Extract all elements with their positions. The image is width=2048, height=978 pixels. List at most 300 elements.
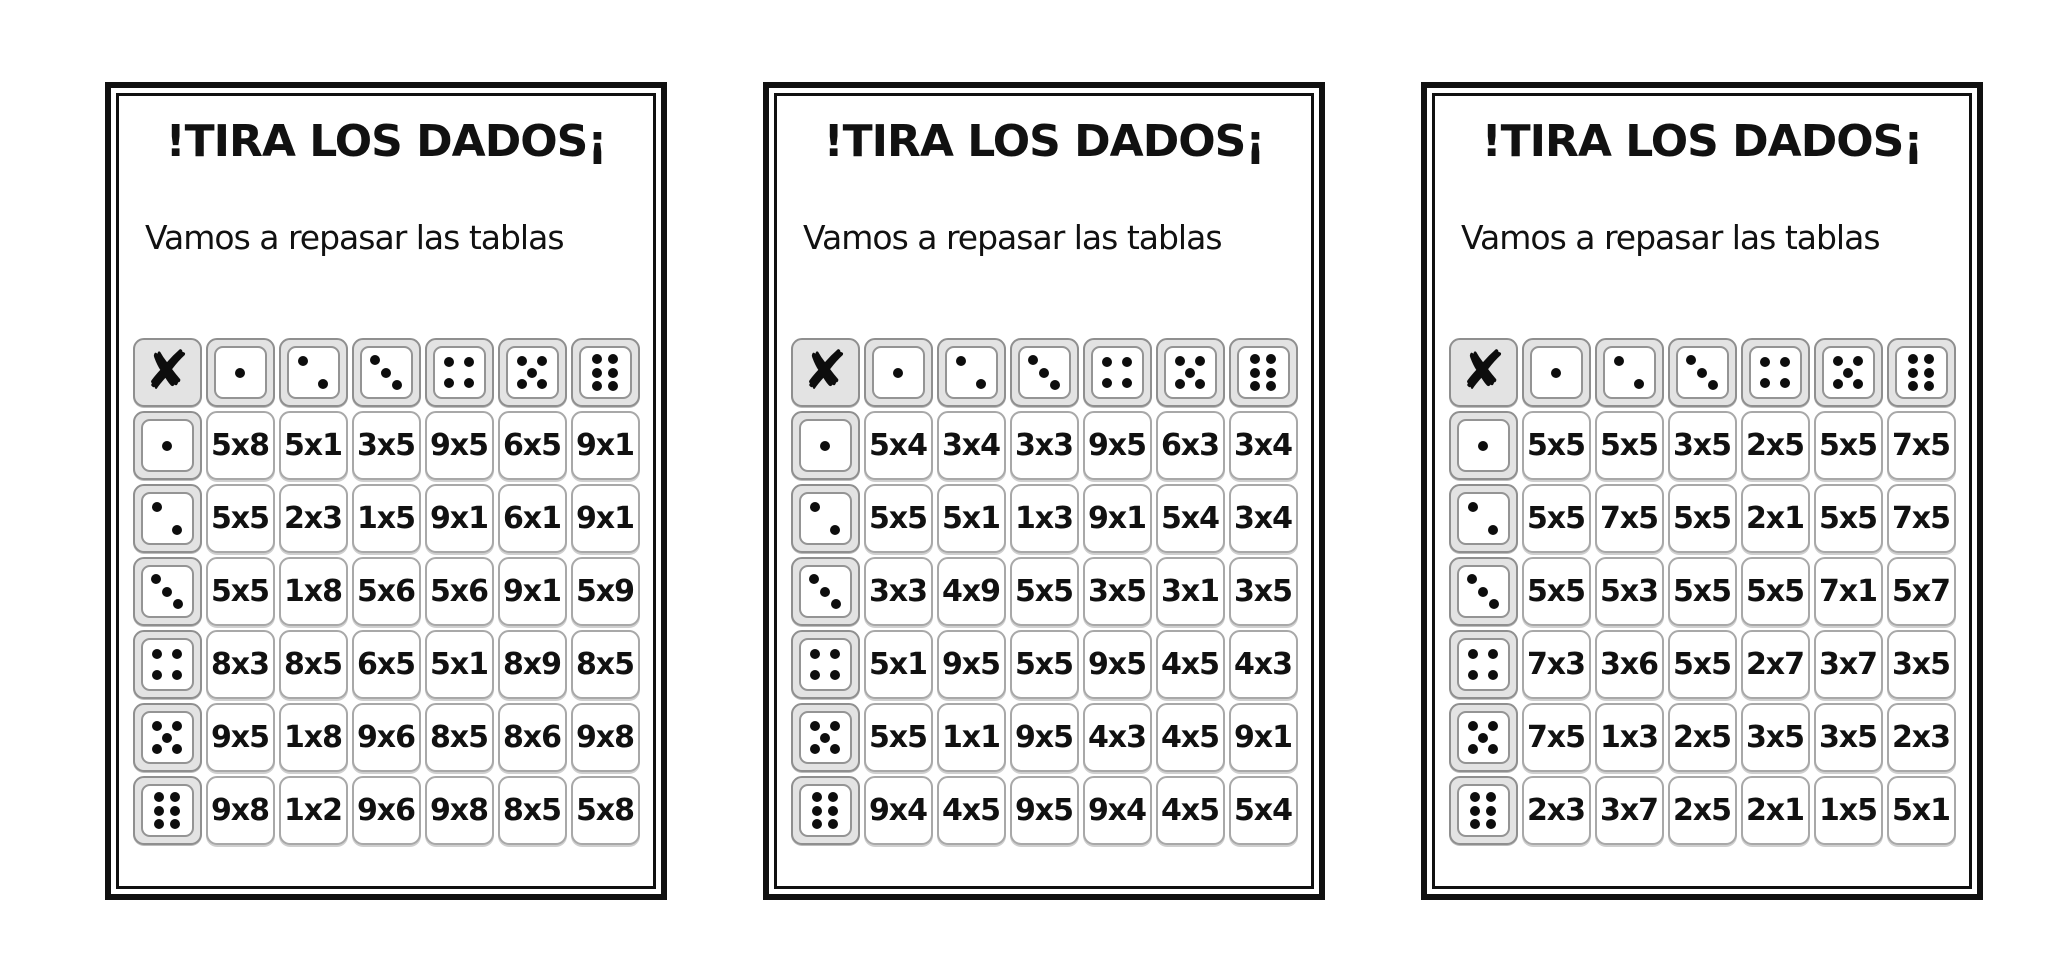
grid-cell-r4-c2: 9x5 [937,630,1006,699]
header-die-1 [206,338,275,407]
grid-cell-r6-c5: 8x5 [498,776,567,845]
row-die-2 [791,484,860,553]
header-die-1 [864,338,933,407]
grid-cell-r2-c1: 5x5 [1522,484,1591,553]
die-pip [235,368,245,378]
die-pip [812,819,822,829]
die-face-2-icon [287,346,340,399]
grid-cell-r3-c6: 3x5 [1229,557,1298,626]
die-pip [1924,368,1934,378]
die-pip [537,379,547,389]
die-pip [1468,744,1478,754]
die-pip [1908,368,1918,378]
card-subtitle: Vamos a repasar las tablas [803,218,1222,257]
die-pip [1489,599,1499,609]
die-pip [1697,368,1707,378]
die-pip [830,649,840,659]
die-pip [1478,441,1488,451]
grid-cell-r2-c3: 1x3 [1010,484,1079,553]
die-face-6-icon [579,346,632,399]
die-face-3-icon [360,346,413,399]
grid-cell-r2-c4: 9x1 [425,484,494,553]
die-pip [152,502,162,512]
grid-cell-r4-c2: 3x6 [1595,630,1664,699]
die-pip [812,792,822,802]
grid-cell-r5-c4: 8x5 [425,703,494,772]
die-pip [152,744,162,754]
grid-cell-r1-c3: 3x5 [1668,411,1737,480]
die-face-5-icon [1457,711,1510,764]
die-pip [1908,381,1918,391]
die-pip [1486,792,1496,802]
row-die-3 [791,557,860,626]
grid-cell-r2-c5: 5x5 [1814,484,1883,553]
multiplication-grid [133,338,640,845]
card-subtitle: Vamos a repasar las tablas [1461,218,1880,257]
grid-cell-r5-c1: 7x5 [1522,703,1591,772]
die-pip [1634,379,1644,389]
die-pip [1551,368,1561,378]
grid-cell-r2-c6: 9x1 [571,484,640,553]
die-pip [170,819,180,829]
header-die-5 [498,338,567,407]
die-face-6-icon [1895,346,1948,399]
die-pip [810,721,820,731]
header-die-3 [1010,338,1079,407]
grid-cell-r6-c1: 2x3 [1522,776,1591,845]
die-pip [170,792,180,802]
grid-cell-r4-c5: 3x7 [1814,630,1883,699]
grid-cell-r1-c3: 3x5 [352,411,421,480]
die-pip [1050,380,1060,390]
grid-cell-r4-c4: 9x5 [1083,630,1152,699]
die-pip [1122,378,1132,388]
die-pip [830,525,840,535]
row-die-5 [133,703,202,772]
die-pip [318,379,328,389]
die-pip [1468,502,1478,512]
die-face-4-icon [1457,638,1510,691]
die-pip [1924,381,1934,391]
grid-cell-r5-c2: 1x3 [1595,703,1664,772]
header-die-6 [571,338,640,407]
header-die-1 [1522,338,1591,407]
card-inner-frame [1432,93,1972,889]
die-pip [1853,356,1863,366]
grid-cell-r1-c5: 6x3 [1156,411,1225,480]
die-pip [1686,355,1696,365]
die-pip [1175,356,1185,366]
grid-cell-r6-c4: 2x1 [1741,776,1810,845]
grid-cell-r4-c5: 4x5 [1156,630,1225,699]
grid-cell-r2-c2: 7x5 [1595,484,1664,553]
grid-cell-r4-c6: 4x3 [1229,630,1298,699]
die-pip [172,649,182,659]
grid-cell-r6-c5: 1x5 [1814,776,1883,845]
grid-cell-r2-c1: 5x5 [206,484,275,553]
row-die-6 [133,776,202,845]
grid-cell-r4-c4: 5x1 [425,630,494,699]
die-pip [1760,378,1770,388]
grid-cell-r1-c1: 5x8 [206,411,275,480]
die-pip [527,368,537,378]
header-die-5 [1814,338,1883,407]
row-die-2 [1449,484,1518,553]
header-die-6 [1887,338,1956,407]
grid-cell-r3-c6: 5x9 [571,557,640,626]
multiply-x-icon: ✘ [791,338,860,407]
die-pip [956,356,966,366]
grid-cell-r3-c4: 3x5 [1083,557,1152,626]
grid-cell-r1-c1: 5x5 [1522,411,1591,480]
die-pip [517,379,527,389]
die-pip [1102,378,1112,388]
die-face-6-icon [799,784,852,837]
die-pip [537,356,547,366]
die-face-5-icon [506,346,559,399]
die-face-2-icon [1457,492,1510,545]
grid-cell-r6-c2: 1x2 [279,776,348,845]
die-pip [170,806,180,816]
grid-cell-r5-c5: 4x5 [1156,703,1225,772]
grid-cell-r6-c4: 9x4 [1083,776,1152,845]
grid-cell-r5-c4: 3x5 [1741,703,1810,772]
grid-cell-r3-c4: 5x5 [1741,557,1810,626]
die-pip [1468,721,1478,731]
grid-cell-r6-c6: 5x4 [1229,776,1298,845]
grid-cell-r6-c2: 4x5 [937,776,1006,845]
grid-cell-r4-c6: 8x5 [571,630,640,699]
die-pip [172,721,182,731]
grid-cell-r6-c3: 2x5 [1668,776,1737,845]
die-pip [830,721,840,731]
grid-cell-r1-c6: 7x5 [1887,411,1956,480]
die-pip [298,356,308,366]
die-pip [1908,354,1918,364]
die-pip [820,733,830,743]
grid-cell-r5-c6: 9x1 [1229,703,1298,772]
die-pip [1833,356,1843,366]
die-face-6-icon [141,784,194,837]
die-pip [1266,381,1276,391]
row-die-3 [1449,557,1518,626]
multiply-x-icon: ✘ [133,338,202,407]
worksheet-card-1 [105,82,667,900]
header-die-3 [1668,338,1737,407]
grid-cell-r4-c3: 5x5 [1010,630,1079,699]
die-pip [464,378,474,388]
row-die-1 [791,411,860,480]
grid-cell-r1-c2: 5x5 [1595,411,1664,480]
die-pip [1250,368,1260,378]
die-pip [151,574,161,584]
die-face-5-icon [1822,346,1875,399]
header-die-2 [279,338,348,407]
die-pip [592,368,602,378]
row-die-5 [1449,703,1518,772]
die-pip [1486,819,1496,829]
die-face-1-icon [1457,419,1510,472]
grid-cell-r1-c2: 3x4 [937,411,1006,480]
die-pip [828,819,838,829]
die-pip [381,368,391,378]
die-face-1-icon [1530,346,1583,399]
grid-cell-r2-c3: 1x5 [352,484,421,553]
die-pip [152,721,162,731]
grid-cell-r1-c1: 5x4 [864,411,933,480]
grid-cell-r3-c1: 5x5 [206,557,275,626]
worksheet-card-2 [763,82,1325,900]
grid-cell-r5-c1: 5x5 [864,703,933,772]
die-pip [152,670,162,680]
grid-cell-r6-c3: 9x5 [1010,776,1079,845]
die-pip [809,574,819,584]
row-die-5 [791,703,860,772]
grid-cell-r4-c1: 8x3 [206,630,275,699]
row-die-4 [791,630,860,699]
die-pip [830,744,840,754]
grid-cell-r2-c5: 6x1 [498,484,567,553]
die-pip [1478,587,1488,597]
die-pip [1488,670,1498,680]
grid-cell-r5-c2: 1x8 [279,703,348,772]
grid-cell-r6-c4: 9x8 [425,776,494,845]
die-pip [592,354,602,364]
die-pip [1488,721,1498,731]
card-title: !TIRA LOS DADOS¡ [1481,116,1923,167]
die-face-1-icon [141,419,194,472]
row-die-1 [133,411,202,480]
die-pip [444,357,454,367]
grid-cell-r2-c6: 7x5 [1887,484,1956,553]
die-face-2-icon [945,346,998,399]
header-die-2 [1595,338,1664,407]
die-pip [1028,355,1038,365]
grid-cell-r2-c1: 5x5 [864,484,933,553]
die-pip [812,806,822,816]
die-pip [172,670,182,680]
die-pip [1853,379,1863,389]
die-face-6-icon [1237,346,1290,399]
die-pip [1708,380,1718,390]
header-die-5 [1156,338,1225,407]
die-pip [1614,356,1624,366]
die-pip [1470,792,1480,802]
row-die-6 [791,776,860,845]
die-pip [828,792,838,802]
grid-cell-r4-c4: 2x7 [1741,630,1810,699]
die-pip [810,670,820,680]
grid-cell-r4-c6: 3x5 [1887,630,1956,699]
multiplication-grid [1449,338,1956,845]
grid-cell-r3-c2: 5x3 [1595,557,1664,626]
worksheet-card-3 [1421,82,1983,900]
card-inner-frame [116,93,656,889]
die-pip [1250,354,1260,364]
multiply-x-icon: ✘ [1449,338,1518,407]
die-face-2-icon [141,492,194,545]
grid-cell-r2-c4: 9x1 [1083,484,1152,553]
grid-cell-r3-c5: 7x1 [1814,557,1883,626]
die-pip [592,381,602,391]
die-pip [1039,368,1049,378]
grid-cell-r6-c1: 9x8 [206,776,275,845]
die-pip [608,381,618,391]
die-face-5-icon [799,711,852,764]
die-face-5-icon [141,711,194,764]
die-pip [162,587,172,597]
grid-cell-r1-c6: 3x4 [1229,411,1298,480]
die-pip [1470,819,1480,829]
grid-cell-r6-c6: 5x8 [571,776,640,845]
die-face-3-icon [141,565,194,618]
header-die-2 [937,338,1006,407]
die-pip [893,368,903,378]
die-pip [1195,356,1205,366]
card-subtitle: Vamos a repasar las tablas [145,218,564,257]
grid-cell-r5-c6: 2x3 [1887,703,1956,772]
die-face-1-icon [799,419,852,472]
die-face-3-icon [1676,346,1729,399]
die-pip [464,357,474,367]
die-pip [172,744,182,754]
die-face-1-icon [872,346,925,399]
die-pip [831,599,841,609]
die-pip [1175,379,1185,389]
card-title: !TIRA LOS DADOS¡ [165,116,607,167]
header-die-4 [1083,338,1152,407]
grid-cell-r3-c4: 5x6 [425,557,494,626]
grid-cell-r4-c5: 8x9 [498,630,567,699]
grid-cell-r2-c2: 2x3 [279,484,348,553]
die-face-2-icon [1603,346,1656,399]
die-pip [810,744,820,754]
die-face-3-icon [799,565,852,618]
grid-cell-r1-c4: 9x5 [425,411,494,480]
header-die-6 [1229,338,1298,407]
die-pip [1478,733,1488,743]
grid-cell-r5-c6: 9x8 [571,703,640,772]
die-face-4-icon [799,638,852,691]
row-die-4 [1449,630,1518,699]
card-inner-frame [774,93,1314,889]
die-pip [830,670,840,680]
grid-cell-r5-c4: 4x3 [1083,703,1152,772]
die-pip [1843,368,1853,378]
die-pip [608,368,618,378]
grid-cell-r3-c1: 3x3 [864,557,933,626]
die-pip [828,806,838,816]
die-pip [173,599,183,609]
die-pip [1468,649,1478,659]
grid-cell-r3-c6: 5x7 [1887,557,1956,626]
grid-cell-r4-c1: 7x3 [1522,630,1591,699]
grid-cell-r3-c5: 9x1 [498,557,567,626]
grid-cell-r3-c3: 5x5 [1010,557,1079,626]
die-pip [1924,354,1934,364]
grid-cell-r3-c2: 1x8 [279,557,348,626]
die-pip [810,502,820,512]
die-pip [1833,379,1843,389]
grid-cell-r5-c3: 9x6 [352,703,421,772]
grid-cell-r3-c2: 4x9 [937,557,1006,626]
die-pip [172,525,182,535]
die-pip [1488,649,1498,659]
multiplication-grid [791,338,1298,845]
grid-cell-r4-c2: 8x5 [279,630,348,699]
die-face-4-icon [433,346,486,399]
grid-cell-r2-c3: 5x5 [1668,484,1737,553]
die-face-3-icon [1018,346,1071,399]
die-pip [608,354,618,364]
die-pip [517,356,527,366]
grid-cell-r3-c3: 5x5 [1668,557,1737,626]
die-face-3-icon [1457,565,1510,618]
grid-cell-r1-c4: 9x5 [1083,411,1152,480]
die-pip [1266,354,1276,364]
die-pip [1467,574,1477,584]
die-pip [1122,357,1132,367]
grid-cell-r2-c2: 5x1 [937,484,1006,553]
grid-cell-r1-c3: 3x3 [1010,411,1079,480]
grid-cell-r5-c3: 9x5 [1010,703,1079,772]
die-pip [820,441,830,451]
die-pip [1488,744,1498,754]
die-pip [154,792,164,802]
grid-cell-r2-c5: 5x4 [1156,484,1225,553]
die-pip [1250,381,1260,391]
header-die-4 [425,338,494,407]
grid-cell-r3-c5: 3x1 [1156,557,1225,626]
die-face-4-icon [141,638,194,691]
die-pip [1760,357,1770,367]
grid-cell-r5-c1: 9x5 [206,703,275,772]
die-pip [1266,368,1276,378]
grid-cell-r6-c5: 4x5 [1156,776,1225,845]
grid-cell-r5-c2: 1x1 [937,703,1006,772]
die-face-1-icon [214,346,267,399]
die-face-6-icon [1457,784,1510,837]
header-die-3 [352,338,421,407]
grid-cell-r4-c3: 6x5 [352,630,421,699]
die-pip [1468,670,1478,680]
grid-cell-r5-c5: 3x5 [1814,703,1883,772]
die-pip [154,806,164,816]
die-face-4-icon [1091,346,1144,399]
grid-cell-r6-c2: 3x7 [1595,776,1664,845]
grid-cell-r6-c1: 9x4 [864,776,933,845]
die-pip [392,380,402,390]
die-pip [1486,806,1496,816]
die-face-5-icon [1164,346,1217,399]
grid-cell-r6-c6: 5x1 [1887,776,1956,845]
grid-cell-r2-c6: 3x4 [1229,484,1298,553]
die-pip [1185,368,1195,378]
grid-cell-r1-c5: 6x5 [498,411,567,480]
die-pip [1780,378,1790,388]
grid-cell-r3-c1: 5x5 [1522,557,1591,626]
die-pip [1488,525,1498,535]
row-die-6 [1449,776,1518,845]
grid-cell-r4-c3: 5x5 [1668,630,1737,699]
die-pip [976,379,986,389]
row-die-3 [133,557,202,626]
die-pip [1102,357,1112,367]
die-face-2-icon [799,492,852,545]
die-pip [1195,379,1205,389]
grid-cell-r2-c4: 2x1 [1741,484,1810,553]
die-face-4-icon [1749,346,1802,399]
